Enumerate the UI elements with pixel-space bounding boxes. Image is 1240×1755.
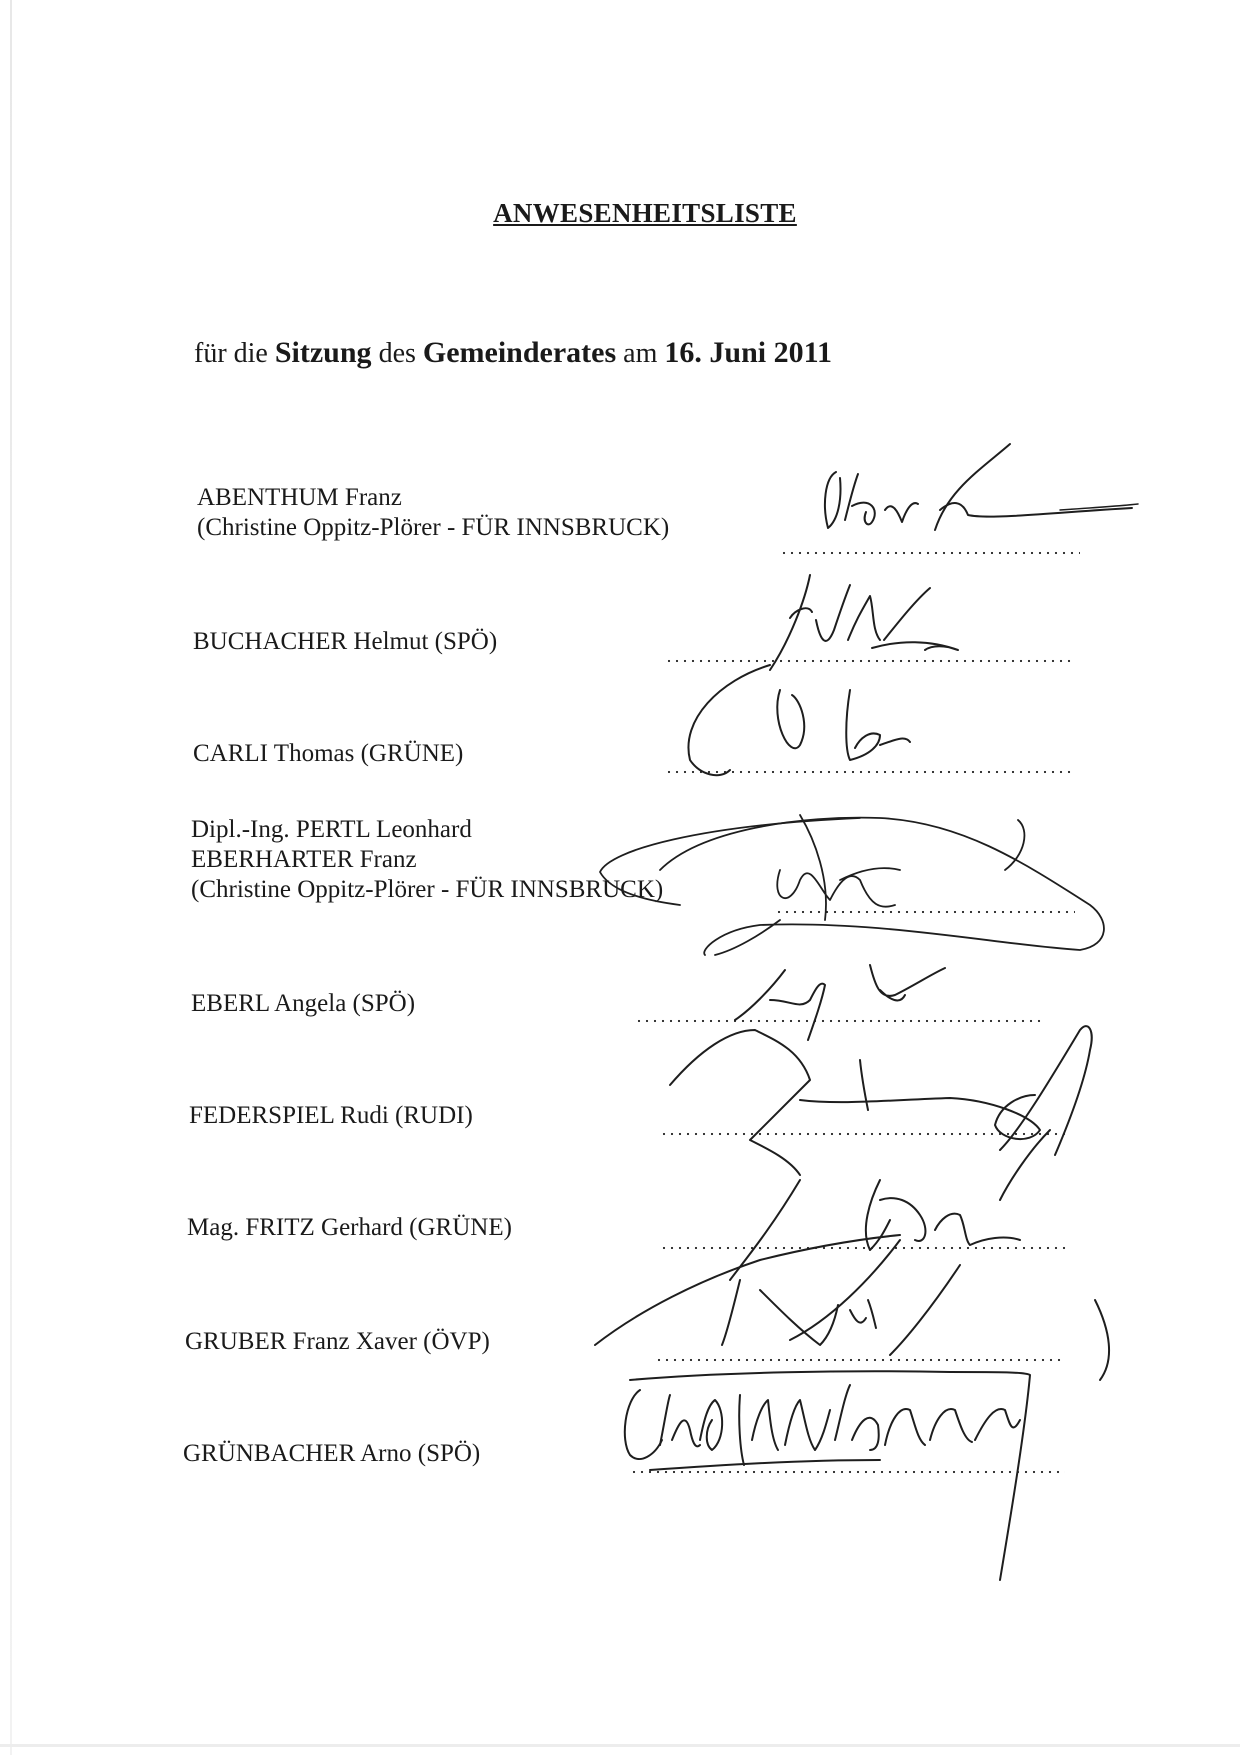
meeting-subtitle: [194, 336, 832, 370]
signature-line: [775, 910, 1075, 914]
attendee-name-line: EBERL Angela (SPÖ): [191, 990, 416, 1017]
subtitle-text: für die: [194, 338, 275, 369]
signature-line: [635, 1019, 1045, 1023]
subtitle-date: 16. Juni 2011: [664, 336, 832, 369]
attendee-name: [197, 483, 669, 543]
attendee-name-line: CARLI Thomas (GRÜNE): [193, 740, 464, 767]
attendee-name: [183, 1439, 480, 1469]
signature-8: [722, 1265, 1109, 1380]
subtitle-text: am: [616, 338, 665, 369]
attendee-name-line: GRÜNBACHER Arno (SPÖ): [183, 1440, 481, 1467]
subtitle-meeting: Sitzung: [274, 336, 372, 369]
attendee-name: [185, 1327, 490, 1357]
scan-edge-bottom: [0, 1744, 1240, 1747]
attendee-name-line: (Christine Oppitz-Plörer - FÜR INNSBRUCK): [191, 876, 664, 903]
attendee-name-line: FEDERSPIEL Rudi (RUDI): [189, 1102, 473, 1129]
attendee-name-line: Dipl.-Ing. PERTL Leonhard: [191, 816, 472, 843]
signature-7: [595, 1130, 1050, 1345]
signature-5: [735, 965, 945, 1040]
document-title: ANWESENHEITSLISTE: [493, 198, 797, 228]
attendee-name-line: EBERHARTER Franz: [191, 846, 417, 873]
signature-9: [625, 1371, 1030, 1580]
attendee-name-line: Mag. FRITZ Gerhard (GRÜNE): [187, 1214, 512, 1241]
signature-line: [660, 1246, 1070, 1250]
attendee-name-line: (Christine Oppitz-Plörer - FÜR INNSBRUCK): [197, 514, 670, 541]
attendee-name: [193, 627, 497, 657]
subtitle-council: Gemeinderates: [422, 336, 617, 369]
signature-line: [665, 770, 1075, 774]
signature-line: [660, 1132, 1070, 1136]
attendee-name-line: BUCHACHER Helmut (SPÖ): [193, 628, 498, 655]
scan-edge-left: [10, 0, 12, 1755]
signature-4: [600, 815, 1104, 955]
signature-line: [655, 1358, 1065, 1362]
attendee-name: [191, 989, 415, 1019]
signature-line: [780, 551, 1080, 555]
signature-6: [670, 1026, 1092, 1280]
attendee-name: [193, 739, 463, 769]
signature-line: [665, 659, 1075, 663]
subtitle-text: des: [371, 338, 423, 369]
attendee-name: [187, 1213, 512, 1243]
attendee-name-line: ABENTHUM Franz: [197, 484, 402, 511]
signature-3: [688, 665, 910, 775]
signature-1: [825, 444, 1138, 530]
attendee-name: [191, 815, 663, 905]
attendee-name-line: GRUBER Franz Xaver (ÖVP): [185, 1328, 490, 1355]
attendee-name: [189, 1101, 473, 1131]
signature-2: [770, 575, 958, 670]
signature-line: [630, 1470, 1065, 1474]
